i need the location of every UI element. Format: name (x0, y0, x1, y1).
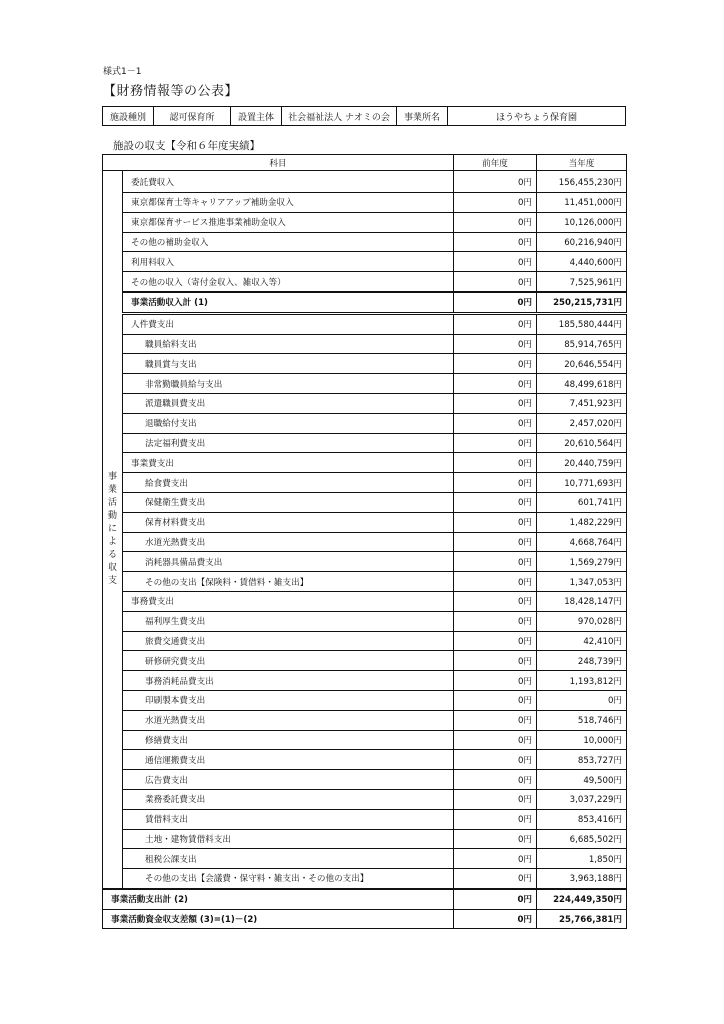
row-curr-amount: 10,126,000円 (537, 212, 627, 232)
row-prev-amount: 0円 (454, 453, 537, 473)
row-prev-amount: 0円 (454, 433, 537, 453)
row-prev-amount: 0円 (454, 193, 537, 213)
row-curr-amount: 1,482,229円 (537, 512, 627, 532)
table-row (103, 433, 627, 453)
table-row (103, 809, 627, 829)
table-row (103, 492, 627, 512)
table-row (103, 313, 627, 334)
row-label: 人件費支出 (123, 313, 454, 334)
row-label: 職員賞与支出 (123, 354, 454, 374)
facility-type-label: 施設種別 (103, 107, 154, 126)
row-curr-amount: 48,499,618円 (537, 374, 627, 394)
row-label: 保健衛生費支出 (123, 492, 454, 512)
row-curr-amount: 601,741円 (537, 492, 627, 512)
row-prev-amount: 0円 (454, 212, 537, 232)
row-curr-amount: 1,569,279円 (537, 552, 627, 572)
row-curr-amount: 853,727円 (537, 750, 627, 770)
row-curr-amount: 3,037,229円 (537, 789, 627, 809)
operator-value: 社会福祉法人 ナオミの会 (282, 107, 397, 126)
row-curr-amount: 853,416円 (537, 809, 627, 829)
row-label: 事業活動収入計 (1) (123, 292, 454, 313)
table-row (103, 292, 627, 313)
row-prev-amount: 0円 (454, 473, 537, 493)
row-curr-amount: 2,457,020円 (537, 413, 627, 433)
table-row (103, 750, 627, 770)
row-curr-amount: 20,440,759円 (537, 453, 627, 473)
table-row (103, 413, 627, 433)
row-prev-amount: 0円 (454, 690, 537, 710)
row-label: 事業活動支出計 (2) (103, 889, 454, 909)
row-curr-amount: 85,914,765円 (537, 334, 627, 354)
row-label: 通信運搬費支出 (123, 750, 454, 770)
income-expense-table (102, 154, 627, 929)
row-prev-amount: 0円 (454, 512, 537, 532)
table-row (103, 212, 627, 232)
row-prev-amount: 0円 (454, 671, 537, 691)
row-label: 職員給料支出 (123, 334, 454, 354)
table-row (103, 651, 627, 671)
row-prev-amount: 0円 (454, 393, 537, 413)
row-prev-amount: 0円 (454, 413, 537, 433)
row-curr-amount: 224,449,350円 (537, 889, 627, 909)
row-curr-amount: 20,610,564円 (537, 433, 627, 453)
row-curr-amount: 156,455,230円 (537, 171, 627, 193)
table-row (103, 869, 627, 889)
table-row (103, 453, 627, 473)
row-curr-amount: 250,215,731円 (537, 292, 627, 313)
row-curr-amount: 11,451,000円 (537, 193, 627, 213)
row-prev-amount: 0円 (454, 869, 537, 889)
row-prev-amount: 0円 (454, 909, 537, 929)
header-prev: 前年度 (454, 155, 537, 171)
row-label: 印刷製本費支出 (123, 690, 454, 710)
row-label: 東京都保育サービス推進事業補助金収入 (123, 212, 454, 232)
row-curr-amount: 248,739円 (537, 651, 627, 671)
table-body (103, 171, 627, 929)
row-label: 法定福利費支出 (123, 433, 454, 453)
row-curr-amount: 49,500円 (537, 770, 627, 790)
table-row (103, 631, 627, 651)
facility-info-table (102, 106, 626, 126)
table-row (103, 272, 627, 292)
row-label: 退職給付支出 (123, 413, 454, 433)
row-prev-amount: 0円 (454, 770, 537, 790)
row-label: 東京都保育士等キャリアアップ補助金収入 (123, 193, 454, 213)
side-label-text: 事業活動による収支 (107, 471, 117, 586)
row-label: その他の支出【会議費・保守料・雑支出・その他の支出】 (123, 869, 454, 889)
row-label: 事業活動資金収支差額 (3)=(1)－(2) (103, 909, 454, 929)
page-title: 【財務情報等の公表】 (103, 84, 239, 99)
row-curr-amount: 60,216,940円 (537, 232, 627, 252)
row-label: その他の収入（寄付金収入、雑収入等） (123, 272, 454, 292)
row-prev-amount: 0円 (454, 889, 537, 909)
side-label (103, 171, 123, 889)
row-label: 委託費収入 (123, 171, 454, 193)
table-row (103, 393, 627, 413)
header-item: 科目 (103, 155, 454, 171)
row-curr-amount: 7,525,961円 (537, 272, 627, 292)
facility-type-value: 認可保育所 (154, 107, 231, 126)
table-row (103, 252, 627, 272)
table-row (103, 473, 627, 493)
row-prev-amount: 0円 (454, 591, 537, 611)
row-label: 修繕費支出 (123, 730, 454, 750)
row-prev-amount: 0円 (454, 552, 537, 572)
row-curr-amount: 1,347,053円 (537, 572, 627, 592)
row-prev-amount: 0円 (454, 292, 537, 313)
row-label: 研修研究費支出 (123, 651, 454, 671)
row-prev-amount: 0円 (454, 232, 537, 252)
row-curr-amount: 25,766,381円 (537, 909, 627, 929)
row-prev-amount: 0円 (454, 651, 537, 671)
row-curr-amount: 7,451,923円 (537, 393, 627, 413)
row-curr-amount: 518,746円 (537, 710, 627, 730)
table-row (103, 552, 627, 572)
table-row (103, 232, 627, 252)
table-row (103, 889, 627, 909)
table-row (103, 193, 627, 213)
header-curr: 当年度 (537, 155, 627, 171)
row-curr-amount: 185,580,444円 (537, 313, 627, 334)
row-prev-amount: 0円 (454, 829, 537, 849)
row-prev-amount: 0円 (454, 492, 537, 512)
table-row (103, 611, 627, 631)
row-curr-amount: 4,668,764円 (537, 532, 627, 552)
row-curr-amount: 42,410円 (537, 631, 627, 651)
table-row (103, 354, 627, 374)
row-prev-amount: 0円 (454, 313, 537, 334)
row-prev-amount: 0円 (454, 334, 537, 354)
table-row (103, 909, 627, 929)
row-label: 事業費支出 (123, 453, 454, 473)
form-number: 様式1－1 (103, 67, 142, 77)
row-prev-amount: 0円 (454, 631, 537, 651)
table-row (103, 770, 627, 790)
operator-label: 設置主体 (231, 107, 282, 126)
row-prev-amount: 0円 (454, 710, 537, 730)
office-label: 事業所名 (397, 107, 448, 126)
table-row (103, 710, 627, 730)
row-label: 旅費交通費支出 (123, 631, 454, 651)
row-label: 給食費支出 (123, 473, 454, 493)
row-label: 保育材料費支出 (123, 512, 454, 532)
table-row (103, 532, 627, 552)
row-curr-amount: 10,771,693円 (537, 473, 627, 493)
row-curr-amount: 1,193,812円 (537, 671, 627, 691)
table-row (103, 849, 627, 869)
row-prev-amount: 0円 (454, 849, 537, 869)
row-prev-amount: 0円 (454, 532, 537, 552)
row-curr-amount: 4,440,600円 (537, 252, 627, 272)
row-label: 派遣職員費支出 (123, 393, 454, 413)
row-prev-amount: 0円 (454, 272, 537, 292)
section-title: 施設の収支【令和６年度実績】 (113, 140, 260, 152)
row-prev-amount: 0円 (454, 809, 537, 829)
row-prev-amount: 0円 (454, 354, 537, 374)
row-prev-amount: 0円 (454, 611, 537, 631)
row-label: 賃借料支出 (123, 809, 454, 829)
row-label: 事務消耗品費支出 (123, 671, 454, 691)
row-prev-amount: 0円 (454, 171, 537, 193)
row-label: その他の補助金収入 (123, 232, 454, 252)
row-prev-amount: 0円 (454, 789, 537, 809)
row-curr-amount: 1,850円 (537, 849, 627, 869)
office-value: ほうやちょう保育園 (448, 107, 626, 126)
row-label: 広告費支出 (123, 770, 454, 790)
row-prev-amount: 0円 (454, 572, 537, 592)
row-label: 業務委託費支出 (123, 789, 454, 809)
row-label: 利用料収入 (123, 252, 454, 272)
row-label: 租税公課支出 (123, 849, 454, 869)
table-row (103, 730, 627, 750)
row-curr-amount: 10,000円 (537, 730, 627, 750)
row-prev-amount: 0円 (454, 750, 537, 770)
table-row (103, 789, 627, 809)
table-row (103, 334, 627, 354)
row-curr-amount: 18,428,147円 (537, 591, 627, 611)
row-label: 水道光熱費支出 (123, 710, 454, 730)
row-curr-amount: 970,028円 (537, 611, 627, 631)
row-label: 非常勤職員給与支出 (123, 374, 454, 394)
row-label: 消耗器具備品費支出 (123, 552, 454, 572)
row-label: その他の支出【保険料・賃借料・雑支出】 (123, 572, 454, 592)
row-curr-amount: 20,646,554円 (537, 354, 627, 374)
table-row (103, 374, 627, 394)
table-row (103, 591, 627, 611)
row-prev-amount: 0円 (454, 730, 537, 750)
row-prev-amount: 0円 (454, 252, 537, 272)
table-row (103, 671, 627, 691)
row-label: 事務費支出 (123, 591, 454, 611)
row-curr-amount: 0円 (537, 690, 627, 710)
table-row (103, 171, 627, 193)
row-label: 水道光熱費支出 (123, 532, 454, 552)
row-curr-amount: 6,685,502円 (537, 829, 627, 849)
table-row (103, 572, 627, 592)
row-curr-amount: 3,963,188円 (537, 869, 627, 889)
table-row (103, 690, 627, 710)
row-prev-amount: 0円 (454, 374, 537, 394)
row-label: 福利厚生費支出 (123, 611, 454, 631)
table-row (103, 829, 627, 849)
row-label: 土地・建物賃借料支出 (123, 829, 454, 849)
table-row (103, 512, 627, 532)
